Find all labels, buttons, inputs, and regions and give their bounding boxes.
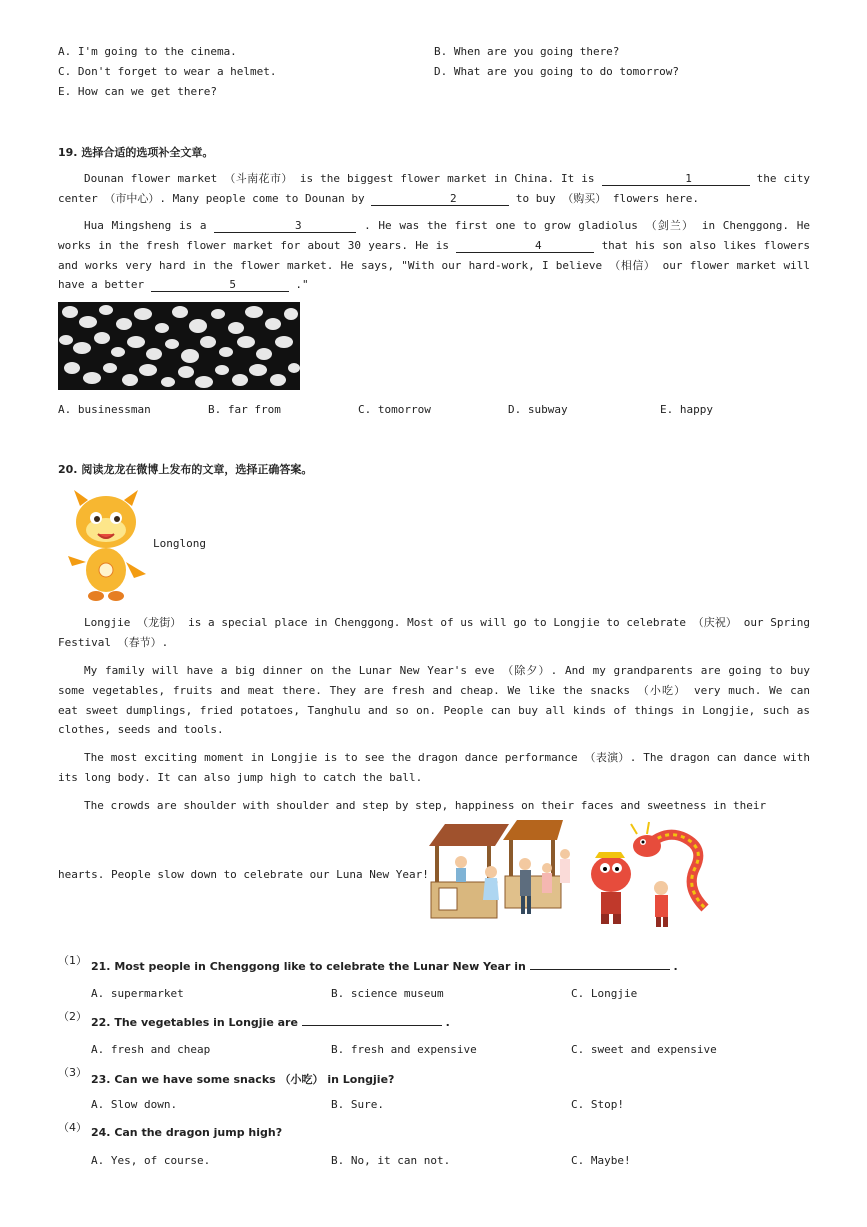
q18-option-e: E. How can we get there?: [58, 85, 217, 98]
q19-option-c: C. tomorrow: [358, 403, 431, 416]
answer-blank-1[interactable]: [530, 959, 670, 970]
q18-option-c: C. Don't forget to wear a helmet.: [58, 65, 277, 78]
question-3-text: 23. Can we have some snacks （小吃） in Longjie?: [91, 1073, 395, 1086]
blank-4[interactable]: 4: [456, 240, 594, 253]
q18-option-b: B. When are you going there?: [434, 45, 620, 58]
question-1-text: 21. Most people in Chenggong like to celebrate the Lunar New Year in .: [91, 960, 678, 973]
question-2-option-b[interactable]: B. fresh and expensive: [331, 1043, 477, 1056]
question-2-option-c[interactable]: C. sweet and expensive: [571, 1043, 717, 1056]
question-1-option-a[interactable]: A. supermarket: [91, 987, 184, 1000]
question-1-option-b[interactable]: B. science museum: [331, 987, 444, 1000]
q20-paragraph-4a: The crowds are shoulder with shoulder and step by step, happiness on their faces and sweetness in their: [84, 799, 767, 812]
question-2-number: （2）: [58, 1010, 87, 1023]
q19-paragraph-1: Dounan flower market （斗南花市） is the biggest flower market in China. It is 1 the city center （市中心）. Many people come to Dounan by 2 to buy （购买） flowers here.: [58, 172, 811, 205]
q18-option-a: A. I'm going to the cinema.: [58, 45, 237, 58]
q18-option-d: D. What are you going to do tomorrow?: [434, 65, 680, 78]
question-4-text: 24. Can the dragon jump high?: [91, 1126, 283, 1139]
q20-heading: 20. 阅读龙龙在微博上发布的文章，选择正确答案。: [58, 463, 313, 476]
market-and-dragon-illustration: [425, 818, 715, 930]
question-2-option-a[interactable]: A. fresh and cheap: [91, 1043, 211, 1056]
question-1-option-c[interactable]: C. Longjie: [571, 987, 638, 1000]
question-4-number: （4）: [58, 1121, 87, 1134]
question-3-option-a[interactable]: A. Slow down.: [91, 1098, 178, 1111]
q20-paragraph-2: My family will have a big dinner on the Lunar New Year's eve （除夕）. And my grandparents are going to buy some vegetables, fruits and meat there. They are fresh and cheap. We like the snacks （小吃） very much. We can eat sweet dumplings, fried potatoes, Tanghulu and so on. People can buy all kinds of things in Longjie, such as clothes, seeds and tools.: [58, 664, 810, 737]
question-3-option-b[interactable]: B. Sure.: [331, 1098, 384, 1111]
q20-paragraph-4b: hearts. People slow down to celebrate our Luna New Year!: [58, 868, 429, 881]
blank-5[interactable]: 5: [151, 279, 289, 292]
q19-paragraph-2: Hua Mingsheng is a 3 . He was the first one to grow gladiolus （剑兰） in Chenggong. He works in the fresh flower market for about 30 years. He is 4 that his son also likes flowers and works very hard in the flower market. He says, "With our hard-work, I believe （相信） our flower market will have a better 5 .": [58, 219, 811, 292]
q20-paragraph-1: Longjie （龙街） is a special place in Chenggong. Most of us will go to Longjie to celebrate （庆祝） our Spring Festival （春节）.: [58, 616, 810, 649]
question-2-text: 22. The vegetables in Longjie are .: [91, 1016, 450, 1029]
q20-paragraph-3: The most exciting moment in Longjie is to see the dragon dance performance （表演）. The dragon can dance with its long body. It can also jump high to catch the ball.: [58, 751, 810, 784]
q19-heading: 19. 选择合适的选项补全文章。: [58, 146, 214, 159]
q19-option-a: A. businessman: [58, 403, 151, 416]
flower-market-photo: [58, 302, 300, 390]
blank-3[interactable]: 3: [214, 220, 356, 233]
answer-blank-2[interactable]: [302, 1015, 442, 1026]
q19-option-b: B. far from: [208, 403, 281, 416]
blank-2[interactable]: 2: [371, 193, 509, 206]
question-4-option-c[interactable]: C. Maybe!: [571, 1154, 631, 1167]
longlong-mascot-image: [62, 486, 150, 604]
question-3-number: （3）: [58, 1066, 87, 1079]
question-1-number: （1）: [58, 954, 87, 967]
q19-option-d: D. subway: [508, 403, 568, 416]
blank-1[interactable]: 1: [602, 173, 750, 186]
question-4-option-b[interactable]: B. No, it can not.: [331, 1154, 451, 1167]
mascot-name: Longlong: [153, 537, 206, 550]
question-4-option-a[interactable]: A. Yes, of course.: [91, 1154, 211, 1167]
q19-option-e: E. happy: [660, 403, 713, 416]
question-3-option-c[interactable]: C. Stop!: [571, 1098, 624, 1111]
